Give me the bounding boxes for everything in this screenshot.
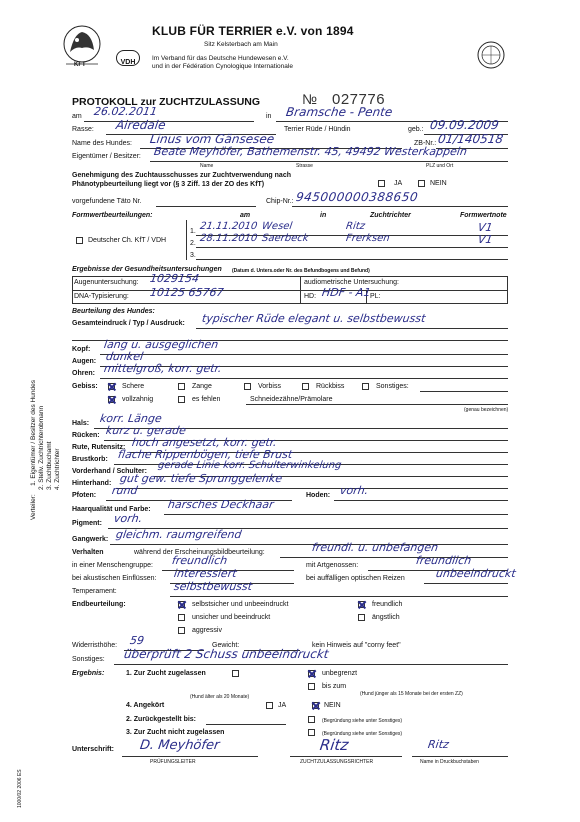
gewicht-label: Gewicht: <box>212 642 240 649</box>
angekoert-nein-checkbox[interactable] <box>312 702 319 709</box>
widerrist-value: 59 <box>129 634 145 647</box>
club-seat: Sitz Kelsterbach am Main <box>204 41 278 48</box>
affiliation-line-1: Im Verband für das Deutsche Hundewesen e.V. <box>152 55 289 62</box>
angekoert-label: 4. Angekört <box>126 702 165 709</box>
end-unsicher-checkbox[interactable] <box>178 614 185 621</box>
result-opt2-checkbox[interactable] <box>308 716 315 723</box>
distribution-item: 2. Stellv. Zuchtrichterobmann <box>38 405 45 490</box>
optisch-label: bei auffälligen optischen Reizen <box>306 575 405 582</box>
age-note: (Hund jünger als 15 Monate bei der ersten ZZ) <box>360 691 463 697</box>
gang-value: gleichm. raumgreifend <box>115 528 243 541</box>
rasse-label: Rasse: <box>72 126 94 133</box>
hinter-label: Hinterhand: <box>72 480 112 487</box>
hd-label: HD: <box>304 293 317 300</box>
formwert-grade: V1 <box>477 233 494 246</box>
formwert-col-in: in <box>320 212 327 219</box>
es-fehlen-checkbox[interactable] <box>178 396 185 403</box>
angekoert-ja-checkbox[interactable] <box>266 702 273 709</box>
tato-label: vorgefundene Täto Nr. <box>72 198 142 205</box>
name-value: Linus vom Gänsesee <box>149 132 276 146</box>
zahn-note: Schneidezähne/Prämolare <box>250 396 333 403</box>
artgenossen-value: freundlich <box>415 554 473 567</box>
pl-label: PL: <box>370 293 381 300</box>
champion-label: Deutscher Ch. KfT / VDH <box>88 237 167 244</box>
result-title: Ergebnis: <box>72 670 105 677</box>
menschen-value: freundlich <box>171 554 229 567</box>
formwert-col-richter: Zuchtrichter <box>370 212 411 219</box>
affiliation-line-2: und in der Fédération Cynologique Internationale <box>152 63 293 70</box>
approval-text-2: Phänotypbeurteilung liegt vor (§ 3 Ziff. 13 der ZO des KfT) <box>72 181 265 188</box>
rute-value: hoch angesetzt, korr. getr. <box>131 436 278 449</box>
pigment-value: vorh. <box>113 512 144 525</box>
formwert-place: Saerbeck <box>261 233 310 244</box>
ruecken-value: kurz u. gerade <box>105 424 187 437</box>
protocol-title: PROTOKOLL zur ZUCHTZULASSUNG <box>72 96 261 108</box>
gebiss-rueckbiss-checkbox[interactable] <box>302 383 309 390</box>
club-name: KLUB FÜR TERRIER e.V. von 1894 <box>152 24 354 38</box>
overall-value: typischer Rüde elegant u. selbstbewusst <box>201 312 427 325</box>
verhalten-value: freundl. u. unbefangen <box>311 541 440 554</box>
end-label: Endbeurteilung: <box>72 601 126 608</box>
kft-logo-text: KFT <box>74 62 86 68</box>
gebiss-schere-checkbox[interactable] <box>108 383 115 390</box>
chip-value: 945000000388650 <box>295 190 420 204</box>
ohren-label: Ohren: <box>72 370 95 377</box>
widerrist-label: Widerristhöhe: <box>72 642 118 649</box>
rasse-value: Airedale <box>115 118 167 132</box>
result-opt1: 1. Zur Zucht zugelassen <box>126 670 206 677</box>
hoden-value: vorh. <box>339 484 370 497</box>
kft-logo <box>62 24 102 76</box>
health-title: Ergebnisse der Gesundheitsuntersuchungen <box>72 266 222 273</box>
dna-value: 10125 65767 <box>149 286 225 299</box>
gebiss-sonstiges-checkbox[interactable] <box>362 383 369 390</box>
pfoten-label: Pfoten: <box>72 492 97 499</box>
optisch-value: unbeeindruckt <box>435 567 517 580</box>
hd-value: HDF - A1 <box>321 286 372 299</box>
approval-text-1: Genehmigung des Zuchtausschusses zur Zuchtverwendung nach <box>72 172 291 179</box>
hoden-label: Hoden: <box>306 492 331 499</box>
protocol-number: 027776 <box>332 91 386 108</box>
signature-label: Unterschrift: <box>72 746 115 753</box>
distribution-item: 4. Zuchtrichter <box>54 448 61 490</box>
distribution-item: 3. Zuchtbuchamt <box>46 441 53 490</box>
eye-value: 1029154 <box>149 272 200 285</box>
sonstiges-label: Sonstiges: <box>72 656 105 663</box>
kopf-label: Kopf: <box>72 346 91 353</box>
sex-label: Terrier Rüde / Hündin <box>284 126 351 133</box>
end-aggressiv-checkbox[interactable] <box>178 627 185 634</box>
dna-label: DNA-Typisierung: <box>74 293 129 300</box>
in-value: Bramsche - Pente <box>285 105 394 119</box>
verhalten-label: Verhalten <box>72 549 104 556</box>
protocol-number-label: № <box>302 91 318 107</box>
name-label: Name des Hundes: <box>72 140 132 147</box>
geb-value: 09.09.2009 <box>429 118 500 132</box>
formwert-grade: V1 <box>477 221 494 234</box>
vorder-value: gerade Linie korr. Schulterwinkelung <box>157 460 343 471</box>
rute-label: Rute, Rutensitz: <box>72 444 126 451</box>
vollzahnig-checkbox[interactable] <box>108 396 115 403</box>
brust-label: Brustkorb: <box>72 456 108 463</box>
owner-col-city: PLZ und Ort <box>426 163 454 169</box>
end-freundlich-checkbox[interactable] <box>358 601 365 608</box>
result-opt3-checkbox[interactable] <box>308 729 315 736</box>
in-label: in <box>266 113 272 120</box>
kopf-value: lang u. ausgeglichen <box>103 338 220 351</box>
akustisch-label: bei akustischen Einflüssen: <box>72 575 157 582</box>
am-value: 26.02.2011 <box>93 105 158 118</box>
end-aengstlich-checkbox[interactable] <box>358 614 365 621</box>
artgenossen-label: mit Artgenossen: <box>306 562 359 569</box>
signature-3: Ritz <box>427 738 450 751</box>
distribution-item: 1. Eigentümer / Besitzer des Hundes <box>30 380 37 486</box>
chip-label: Chip-Nr.: <box>266 198 294 205</box>
vdh-logo <box>116 50 140 66</box>
champion-checkbox[interactable] <box>76 237 83 244</box>
audio-label: audiometrische Untersuchung: <box>304 279 399 286</box>
gebiss-label: Gebiss: <box>72 383 98 390</box>
sig-caption-2: ZUCHTZULASSUNGSRICHTER <box>300 759 374 765</box>
formwert-col-note: Formwertnote <box>460 212 507 219</box>
gebiss-vorbiss-checkbox[interactable] <box>244 383 251 390</box>
result-opt1-checkbox[interactable] <box>232 670 239 677</box>
augen-label: Augen: <box>72 358 97 365</box>
menschen-label: in einer Menschengruppe: <box>72 562 153 569</box>
pfoten-value: rund <box>111 484 139 497</box>
distribution-title: Verteiler: <box>30 494 37 520</box>
owner-col-name: Name <box>200 163 214 169</box>
haar-label: Haarqualität und Farbe: <box>72 506 151 513</box>
hinter-value: gut gew. tiefe Sprunggelenke <box>119 472 284 485</box>
result-opt2: 2. Zurückgestellt bis: <box>126 716 197 723</box>
approval-nein-label: NEIN <box>430 180 447 187</box>
health-title-note: (Datum d. Unters.oder Nr. des Befundbogens und Befund) <box>232 268 370 274</box>
opt3-note: (Begründung siehe unter Sonstiges) <box>322 731 403 737</box>
end-selbstsicher-checkbox[interactable] <box>178 601 185 608</box>
hals-label: Hals: <box>72 420 90 427</box>
sonstiges-value: überprüft 2 Schuss unbeeindruckt <box>123 647 330 661</box>
zahn-sub: (genau bezeichnen) <box>464 407 509 413</box>
bis-zum-checkbox[interactable] <box>308 683 315 690</box>
unbegrenzt-checkbox[interactable] <box>308 670 315 677</box>
overall-label: Gesamteindruck / Typ / Ausdruck: <box>72 320 185 327</box>
am-label: am <box>72 113 82 120</box>
gebiss-zange-checkbox[interactable] <box>178 383 185 390</box>
gang-label: Gangwerk: <box>72 536 109 543</box>
haar-value: harsches Deckhaar <box>167 498 275 511</box>
temperament-label: Temperament: <box>72 588 117 595</box>
fci-logo <box>476 40 506 70</box>
zbnr-label: ZB-Nr.: <box>414 140 437 147</box>
ruecken-label: Rücken: <box>72 432 100 439</box>
ohren-value: mittelgroß, korr. getr. <box>103 362 223 375</box>
augen-value: dunkel <box>105 350 145 363</box>
pigment-label: Pigment: <box>72 520 102 527</box>
geb-label: geb.: <box>408 126 424 133</box>
vorder-label: Vorderhand / Schulter: <box>72 468 147 475</box>
eye-label: Augenuntersuchung: <box>74 279 139 286</box>
formwert-title: Formwertbeurteilungen: <box>72 212 153 219</box>
approval-ja-label: JA <box>394 180 403 187</box>
akustisch-value: interessiert <box>173 567 238 580</box>
assessment-title: Beurteilung des Hundes: <box>72 308 155 315</box>
formwert-col-am: am <box>240 212 251 219</box>
formwert-judge: Frerksen <box>345 233 391 244</box>
temperament-value: selbstbewusst <box>173 580 253 593</box>
sig-caption-3: Name in Druckbuchstaben <box>420 759 479 765</box>
signature-1: D. Meyhöfer <box>138 738 221 753</box>
opt2-note: (Begründung siehe unter Sonstiges) <box>322 718 403 724</box>
owner-col-street: Strasse <box>296 163 313 169</box>
owner-value: Beate Meyhöfer, Bathemenstr. 45, 49492 Westerkappeln <box>153 145 468 158</box>
formwert-date: 28.11.2010 <box>199 233 259 244</box>
owner-label: Eigentümer / Besitzer: <box>72 153 141 160</box>
sig-caption-1: PRÜFUNGSLEITER <box>150 759 196 765</box>
approval-nein-checkbox[interactable] <box>418 180 425 187</box>
hals-value: korr. Länge <box>99 412 163 425</box>
formwert-place: Wesel <box>261 221 293 232</box>
vdh-logo-text: VDH <box>120 59 136 66</box>
formwert-date: 21.11.2010 <box>199 221 259 232</box>
angekoert-note: (Hund älter als 20 Monate) <box>190 694 250 700</box>
footer-code: 1000/02 2006 ES <box>17 769 23 808</box>
zbnr-value: 01/140518 <box>437 132 505 146</box>
approval-ja-checkbox[interactable] <box>378 180 385 187</box>
verhalten-sub: während der Erscheinungsbildbeurteilung: <box>134 549 265 556</box>
formwert-judge: Ritz <box>345 221 366 232</box>
result-opt3: 3. Zur Zucht nicht zugelassen <box>126 729 225 736</box>
signature-2: Ritz <box>318 736 350 754</box>
corny-label: kein Hinweis auf "corny feet" <box>312 642 401 649</box>
brust-value: flache Rippenbögen, tiefe Brust <box>117 448 294 461</box>
